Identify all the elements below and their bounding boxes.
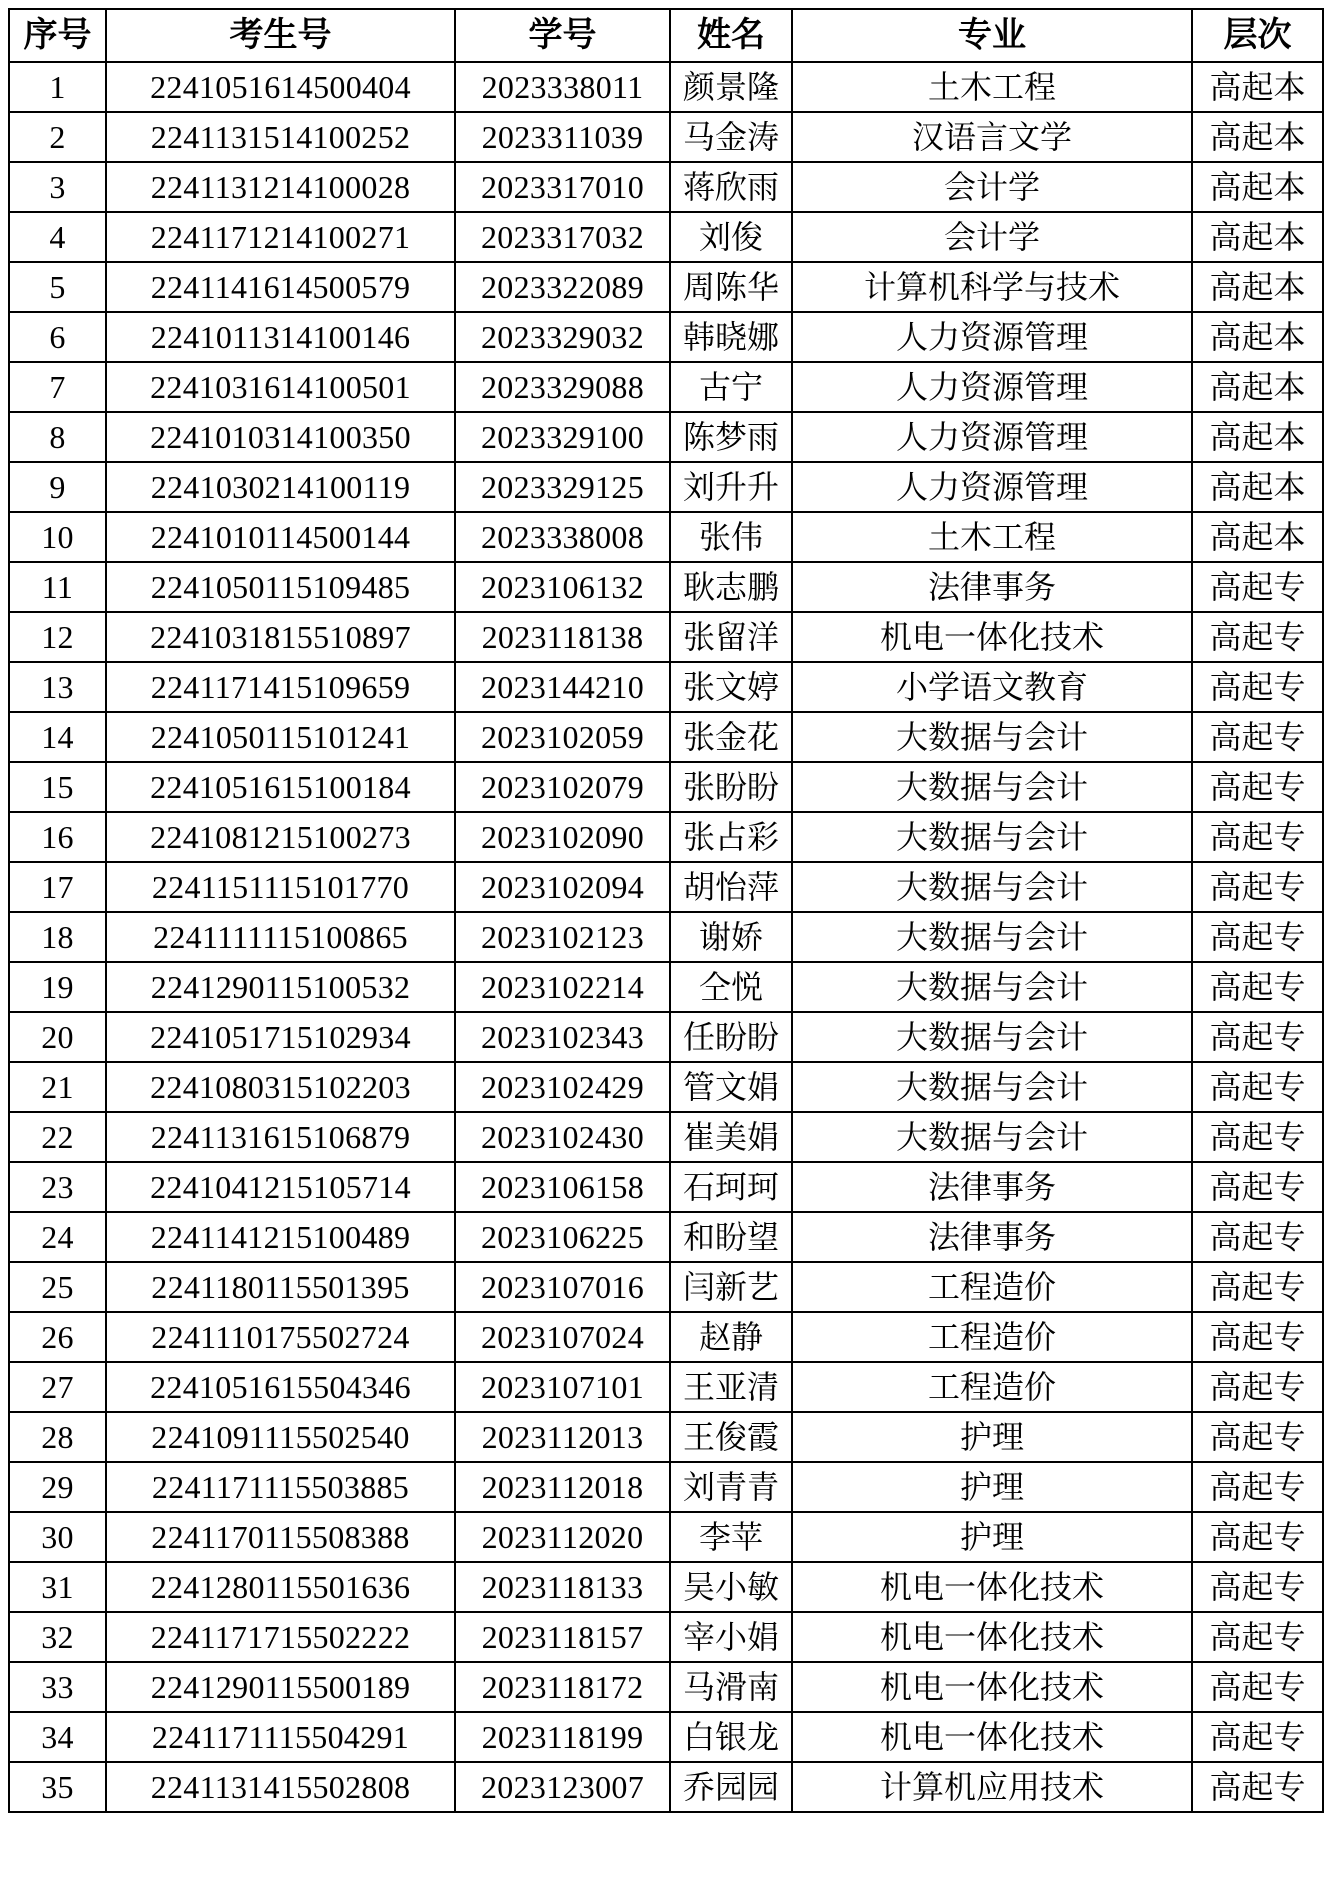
- name-cell: 刘青青: [670, 1462, 792, 1512]
- major-cell: 计算机应用技术: [792, 1762, 1192, 1812]
- level-cell: 高起专: [1192, 1012, 1323, 1062]
- exam-number-cell: 2241091115502540: [106, 1412, 455, 1462]
- major-cell: 大数据与会计: [792, 1012, 1192, 1062]
- student-id-cell: 2023107101: [455, 1362, 670, 1412]
- level-cell: 高起专: [1192, 1662, 1323, 1712]
- exam-number-cell: 2241170115508388: [106, 1512, 455, 1562]
- table-row: [9, 1262, 1323, 1312]
- table-row: [9, 1412, 1323, 1462]
- seq-cell: 34: [9, 1712, 106, 1762]
- exam-number-cell: 2241171115504291: [106, 1712, 455, 1762]
- major-cell: 护理: [792, 1512, 1192, 1562]
- table-row: [9, 312, 1323, 362]
- major-cell: 计算机科学与技术: [792, 262, 1192, 312]
- name-cell: 蒋欣雨: [670, 162, 792, 212]
- exam-number-cell: 2241010114500144: [106, 512, 455, 562]
- exam-number-cell: 2241011314100146: [106, 312, 455, 362]
- table-row: [9, 712, 1323, 762]
- header-name: 姓名: [670, 9, 792, 62]
- major-cell: 会计学: [792, 162, 1192, 212]
- name-cell: 张留洋: [670, 612, 792, 662]
- student-id-cell: 2023118172: [455, 1662, 670, 1712]
- header-seq: 序号: [9, 9, 106, 62]
- exam-number-cell: 2241030214100119: [106, 462, 455, 512]
- seq-cell: 12: [9, 612, 106, 662]
- major-cell: 机电一体化技术: [792, 1662, 1192, 1712]
- exam-number-cell: 2241111115100865: [106, 912, 455, 962]
- exam-number-cell: 2241280115501636: [106, 1562, 455, 1612]
- student-id-cell: 2023144210: [455, 662, 670, 712]
- level-cell: 高起专: [1192, 562, 1323, 612]
- table-row: [9, 812, 1323, 862]
- level-cell: 高起专: [1192, 1762, 1323, 1812]
- name-cell: 赵静: [670, 1312, 792, 1362]
- major-cell: 会计学: [792, 212, 1192, 262]
- major-cell: 大数据与会计: [792, 1062, 1192, 1112]
- seq-cell: 21: [9, 1062, 106, 1112]
- level-cell: 高起本: [1192, 512, 1323, 562]
- table-row: [9, 1612, 1323, 1662]
- name-cell: 耿志鹏: [670, 562, 792, 612]
- level-cell: 高起专: [1192, 1562, 1323, 1612]
- table-row: [9, 562, 1323, 612]
- table-row: [9, 1762, 1323, 1812]
- major-cell: 法律事务: [792, 1162, 1192, 1212]
- student-id-cell: 2023118138: [455, 612, 670, 662]
- student-id-cell: 2023106158: [455, 1162, 670, 1212]
- student-id-cell: 2023107024: [455, 1312, 670, 1362]
- name-cell: 乔园园: [670, 1762, 792, 1812]
- major-cell: 大数据与会计: [792, 712, 1192, 762]
- table-row: [9, 212, 1323, 262]
- major-cell: 大数据与会计: [792, 962, 1192, 1012]
- seq-cell: 9: [9, 462, 106, 512]
- exam-number-cell: 2241051715102934: [106, 1012, 455, 1062]
- name-cell: 白银龙: [670, 1712, 792, 1762]
- student-id-cell: 2023329125: [455, 462, 670, 512]
- table-row: [9, 862, 1323, 912]
- seq-cell: 33: [9, 1662, 106, 1712]
- exam-number-cell: 2241171214100271: [106, 212, 455, 262]
- exam-number-cell: 2241050115109485: [106, 562, 455, 612]
- level-cell: 高起专: [1192, 912, 1323, 962]
- seq-cell: 2: [9, 112, 106, 162]
- major-cell: 护理: [792, 1412, 1192, 1462]
- exam-number-cell: 2241171715502222: [106, 1612, 455, 1662]
- seq-cell: 23: [9, 1162, 106, 1212]
- table-row: [9, 1362, 1323, 1412]
- seq-cell: 11: [9, 562, 106, 612]
- level-cell: 高起专: [1192, 1612, 1323, 1662]
- exam-number-cell: 2241180115501395: [106, 1262, 455, 1312]
- exam-number-cell: 2241290115500189: [106, 1662, 455, 1712]
- level-cell: 高起专: [1192, 1112, 1323, 1162]
- major-cell: 土木工程: [792, 512, 1192, 562]
- table-row: [9, 1012, 1323, 1062]
- level-cell: 高起本: [1192, 462, 1323, 512]
- student-id-cell: 2023118199: [455, 1712, 670, 1762]
- seq-cell: 16: [9, 812, 106, 862]
- name-cell: 任盼盼: [670, 1012, 792, 1062]
- level-cell: 高起专: [1192, 1412, 1323, 1462]
- name-cell: 和盼望: [670, 1212, 792, 1262]
- name-cell: 张伟: [670, 512, 792, 562]
- exam-number-cell: 2241131514100252: [106, 112, 455, 162]
- student-id-cell: 2023102430: [455, 1112, 670, 1162]
- level-cell: 高起专: [1192, 1312, 1323, 1362]
- student-id-cell: 2023112018: [455, 1462, 670, 1512]
- table-row: [9, 1562, 1323, 1612]
- name-cell: 闫新艺: [670, 1262, 792, 1312]
- name-cell: 马滑南: [670, 1662, 792, 1712]
- name-cell: 张盼盼: [670, 762, 792, 812]
- seq-cell: 20: [9, 1012, 106, 1062]
- major-cell: 法律事务: [792, 1212, 1192, 1262]
- seq-cell: 30: [9, 1512, 106, 1562]
- major-cell: 大数据与会计: [792, 812, 1192, 862]
- major-cell: 大数据与会计: [792, 762, 1192, 812]
- student-id-cell: 2023118157: [455, 1612, 670, 1662]
- level-cell: 高起本: [1192, 312, 1323, 362]
- name-cell: 周陈华: [670, 262, 792, 312]
- level-cell: 高起专: [1192, 1262, 1323, 1312]
- name-cell: 石珂珂: [670, 1162, 792, 1212]
- major-cell: 人力资源管理: [792, 462, 1192, 512]
- name-cell: 张占彩: [670, 812, 792, 862]
- name-cell: 王俊霞: [670, 1412, 792, 1462]
- level-cell: 高起专: [1192, 1362, 1323, 1412]
- student-id-cell: 2023329100: [455, 412, 670, 462]
- major-cell: 工程造价: [792, 1312, 1192, 1362]
- exam-number-cell: 2241051615504346: [106, 1362, 455, 1412]
- exam-number-cell: 2241051614500404: [106, 62, 455, 112]
- name-cell: 李苹: [670, 1512, 792, 1562]
- table-row: [9, 262, 1323, 312]
- name-cell: 宰小娟: [670, 1612, 792, 1662]
- name-cell: 谢娇: [670, 912, 792, 962]
- level-cell: 高起本: [1192, 412, 1323, 462]
- name-cell: 颜景隆: [670, 62, 792, 112]
- exam-number-cell: 2241131415502808: [106, 1762, 455, 1812]
- table-row: [9, 1462, 1323, 1512]
- level-cell: 高起专: [1192, 712, 1323, 762]
- level-cell: 高起专: [1192, 762, 1323, 812]
- seq-cell: 1: [9, 62, 106, 112]
- header-exam-number: 考生号: [106, 9, 455, 62]
- header-row: [9, 9, 1323, 62]
- table-row: [9, 1512, 1323, 1562]
- major-cell: 机电一体化技术: [792, 1562, 1192, 1612]
- name-cell: 韩晓娜: [670, 312, 792, 362]
- level-cell: 高起专: [1192, 962, 1323, 1012]
- exam-number-cell: 2241051615100184: [106, 762, 455, 812]
- name-cell: 古宁: [670, 362, 792, 412]
- seq-cell: 27: [9, 1362, 106, 1412]
- seq-cell: 4: [9, 212, 106, 262]
- seq-cell: 18: [9, 912, 106, 962]
- student-id-cell: 2023322089: [455, 262, 670, 312]
- major-cell: 机电一体化技术: [792, 612, 1192, 662]
- seq-cell: 14: [9, 712, 106, 762]
- student-id-cell: 2023102079: [455, 762, 670, 812]
- name-cell: 刘升升: [670, 462, 792, 512]
- exam-number-cell: 2241141614500579: [106, 262, 455, 312]
- table-row: [9, 612, 1323, 662]
- level-cell: 高起本: [1192, 262, 1323, 312]
- table-row: [9, 962, 1323, 1012]
- seq-cell: 15: [9, 762, 106, 812]
- table-row: [9, 762, 1323, 812]
- table-row: [9, 62, 1323, 112]
- exam-number-cell: 2241081215100273: [106, 812, 455, 862]
- student-id-cell: 2023329088: [455, 362, 670, 412]
- table-row: [9, 412, 1323, 462]
- exam-number-cell: 2241171415109659: [106, 662, 455, 712]
- student-id-cell: 2023123007: [455, 1762, 670, 1812]
- student-id-cell: 2023112013: [455, 1412, 670, 1462]
- table-row: [9, 162, 1323, 212]
- seq-cell: 19: [9, 962, 106, 1012]
- level-cell: 高起专: [1192, 1512, 1323, 1562]
- seq-cell: 7: [9, 362, 106, 412]
- seq-cell: 17: [9, 862, 106, 912]
- header-level: 层次: [1192, 9, 1323, 62]
- exam-number-cell: 2241171115503885: [106, 1462, 455, 1512]
- exam-number-cell: 2241080315102203: [106, 1062, 455, 1112]
- header-major: 专业: [792, 9, 1192, 62]
- name-cell: 崔美娟: [670, 1112, 792, 1162]
- level-cell: 高起本: [1192, 162, 1323, 212]
- major-cell: 工程造价: [792, 1262, 1192, 1312]
- level-cell: 高起专: [1192, 1212, 1323, 1262]
- student-id-cell: 2023102429: [455, 1062, 670, 1112]
- major-cell: 机电一体化技术: [792, 1612, 1192, 1662]
- table-row: [9, 1062, 1323, 1112]
- major-cell: 小学语文教育: [792, 662, 1192, 712]
- major-cell: 大数据与会计: [792, 862, 1192, 912]
- student-id-cell: 2023102094: [455, 862, 670, 912]
- seq-cell: 5: [9, 262, 106, 312]
- exam-number-cell: 2241031614100501: [106, 362, 455, 412]
- level-cell: 高起专: [1192, 662, 1323, 712]
- student-id-cell: 2023102123: [455, 912, 670, 962]
- student-id-cell: 2023317032: [455, 212, 670, 262]
- level-cell: 高起专: [1192, 1462, 1323, 1512]
- exam-number-cell: 2241141215100489: [106, 1212, 455, 1262]
- exam-number-cell: 2241041215105714: [106, 1162, 455, 1212]
- roster-table: [8, 8, 1324, 1813]
- major-cell: 工程造价: [792, 1362, 1192, 1412]
- table-row: [9, 362, 1323, 412]
- level-cell: 高起专: [1192, 1162, 1323, 1212]
- exam-number-cell: 2241131615106879: [106, 1112, 455, 1162]
- student-id-cell: 2023102214: [455, 962, 670, 1012]
- seq-cell: 6: [9, 312, 106, 362]
- seq-cell: 22: [9, 1112, 106, 1162]
- table-row: [9, 512, 1323, 562]
- major-cell: 人力资源管理: [792, 312, 1192, 362]
- major-cell: 护理: [792, 1462, 1192, 1512]
- student-id-cell: 2023311039: [455, 112, 670, 162]
- student-id-cell: 2023118133: [455, 1562, 670, 1612]
- table-row: [9, 662, 1323, 712]
- student-id-cell: 2023102090: [455, 812, 670, 862]
- table-row: [9, 1212, 1323, 1262]
- level-cell: 高起专: [1192, 812, 1323, 862]
- student-id-cell: 2023102059: [455, 712, 670, 762]
- level-cell: 高起本: [1192, 212, 1323, 262]
- level-cell: 高起专: [1192, 862, 1323, 912]
- exam-number-cell: 2241290115100532: [106, 962, 455, 1012]
- name-cell: 马金涛: [670, 112, 792, 162]
- major-cell: 人力资源管理: [792, 412, 1192, 462]
- student-id-cell: 2023106132: [455, 562, 670, 612]
- major-cell: 土木工程: [792, 62, 1192, 112]
- level-cell: 高起专: [1192, 1062, 1323, 1112]
- student-id-cell: 2023338008: [455, 512, 670, 562]
- student-id-cell: 2023107016: [455, 1262, 670, 1312]
- seq-cell: 13: [9, 662, 106, 712]
- seq-cell: 32: [9, 1612, 106, 1662]
- student-id-cell: 2023317010: [455, 162, 670, 212]
- level-cell: 高起本: [1192, 362, 1323, 412]
- name-cell: 陈梦雨: [670, 412, 792, 462]
- major-cell: 汉语言文学: [792, 112, 1192, 162]
- table-row: [9, 462, 1323, 512]
- name-cell: 胡怡萍: [670, 862, 792, 912]
- student-id-cell: 2023102343: [455, 1012, 670, 1062]
- roster-body: [9, 62, 1323, 1812]
- major-cell: 大数据与会计: [792, 912, 1192, 962]
- table-row: [9, 1312, 1323, 1362]
- major-cell: 法律事务: [792, 562, 1192, 612]
- table-row: [9, 1712, 1323, 1762]
- name-cell: 刘俊: [670, 212, 792, 262]
- table-row: [9, 1112, 1323, 1162]
- student-id-cell: 2023106225: [455, 1212, 670, 1262]
- level-cell: 高起专: [1192, 1712, 1323, 1762]
- header-student-id: 学号: [455, 9, 670, 62]
- name-cell: 张文婷: [670, 662, 792, 712]
- level-cell: 高起本: [1192, 112, 1323, 162]
- student-id-cell: 2023338011: [455, 62, 670, 112]
- table-row: [9, 912, 1323, 962]
- exam-number-cell: 2241151115101770: [106, 862, 455, 912]
- name-cell: 仝悦: [670, 962, 792, 1012]
- name-cell: 吴小敏: [670, 1562, 792, 1612]
- major-cell: 人力资源管理: [792, 362, 1192, 412]
- seq-cell: 35: [9, 1762, 106, 1812]
- seq-cell: 10: [9, 512, 106, 562]
- seq-cell: 3: [9, 162, 106, 212]
- seq-cell: 25: [9, 1262, 106, 1312]
- seq-cell: 29: [9, 1462, 106, 1512]
- seq-cell: 8: [9, 412, 106, 462]
- table-row: [9, 112, 1323, 162]
- seq-cell: 31: [9, 1562, 106, 1612]
- table-row: [9, 1162, 1323, 1212]
- name-cell: 管文娟: [670, 1062, 792, 1112]
- exam-number-cell: 2241110175502724: [106, 1312, 455, 1362]
- exam-number-cell: 2241131214100028: [106, 162, 455, 212]
- student-id-cell: 2023329032: [455, 312, 670, 362]
- level-cell: 高起专: [1192, 612, 1323, 662]
- name-cell: 张金花: [670, 712, 792, 762]
- name-cell: 王亚清: [670, 1362, 792, 1412]
- exam-number-cell: 2241050115101241: [106, 712, 455, 762]
- student-id-cell: 2023112020: [455, 1512, 670, 1562]
- level-cell: 高起本: [1192, 62, 1323, 112]
- major-cell: 机电一体化技术: [792, 1712, 1192, 1762]
- exam-number-cell: 2241010314100350: [106, 412, 455, 462]
- table-row: [9, 1662, 1323, 1712]
- seq-cell: 28: [9, 1412, 106, 1462]
- seq-cell: 24: [9, 1212, 106, 1262]
- seq-cell: 26: [9, 1312, 106, 1362]
- exam-number-cell: 2241031815510897: [106, 612, 455, 662]
- major-cell: 大数据与会计: [792, 1112, 1192, 1162]
